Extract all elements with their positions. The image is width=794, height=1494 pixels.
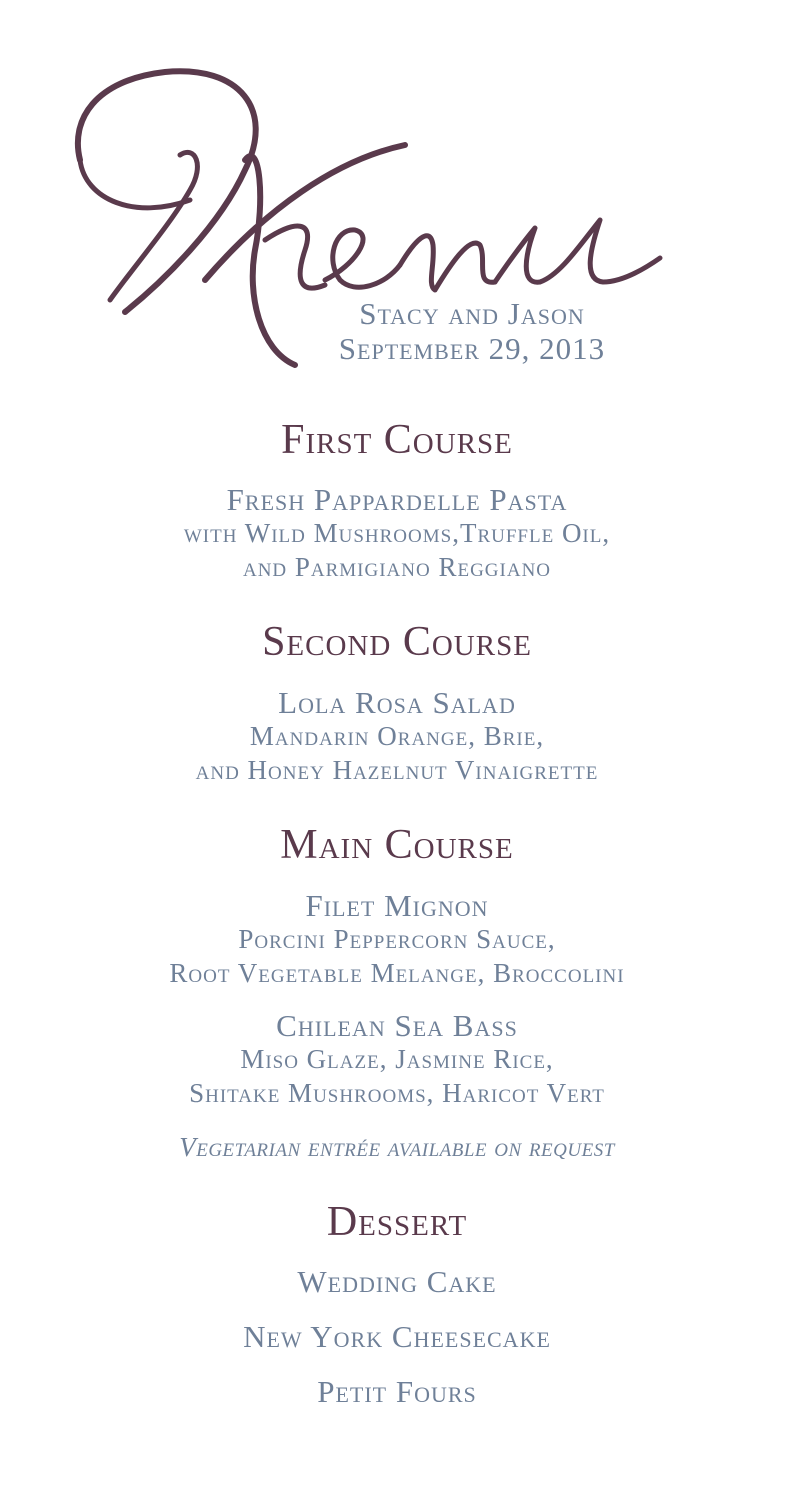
dish-detail: Porcini Peppercorn Sauce, [238, 924, 556, 954]
course-heading-dessert: Dessert [326, 1199, 468, 1245]
dish-detail: and Parmigiano Reggiano [242, 552, 552, 582]
dish-detail: and Honey Hazelnut Vinaigrette [195, 755, 599, 785]
dish-name: Lola Rosa Salad [278, 685, 516, 720]
event-date: September 29, 2013 [338, 331, 606, 366]
dish-detail: Shitake Mushrooms, Haricot Vert [189, 1078, 605, 1108]
dessert-item: Petit Fours [317, 1374, 477, 1409]
vegetarian-note: Vegetarian entrée available on request [179, 1132, 615, 1162]
couple-block [300, 296, 644, 366]
dish-detail: Mandarin Orange, Brie, [249, 721, 545, 751]
couple-names: Stacy and Jason [359, 296, 585, 331]
dish-detail: Root Vegetable Melange, Broccolini [169, 958, 625, 988]
dish-name: Fresh Pappardelle Pasta [226, 482, 568, 517]
dish-name: Filet Mignon [305, 888, 489, 923]
menu-title [0, 0, 1, 1]
dish-detail: Miso Glaze, Jasmine Rice, [240, 1044, 554, 1074]
dessert-item: New York Cheesecake [243, 1319, 551, 1354]
dish-detail: with Wild Mushrooms,Truffle Oil, [183, 518, 611, 548]
course-heading-second: Second Course [262, 619, 532, 665]
dish-name: Chilean Sea Bass [276, 1008, 518, 1043]
dessert-item: Wedding Cake [297, 1264, 497, 1299]
course-heading-main: Main Course [280, 822, 514, 868]
course-heading-first: First Course [281, 417, 513, 463]
